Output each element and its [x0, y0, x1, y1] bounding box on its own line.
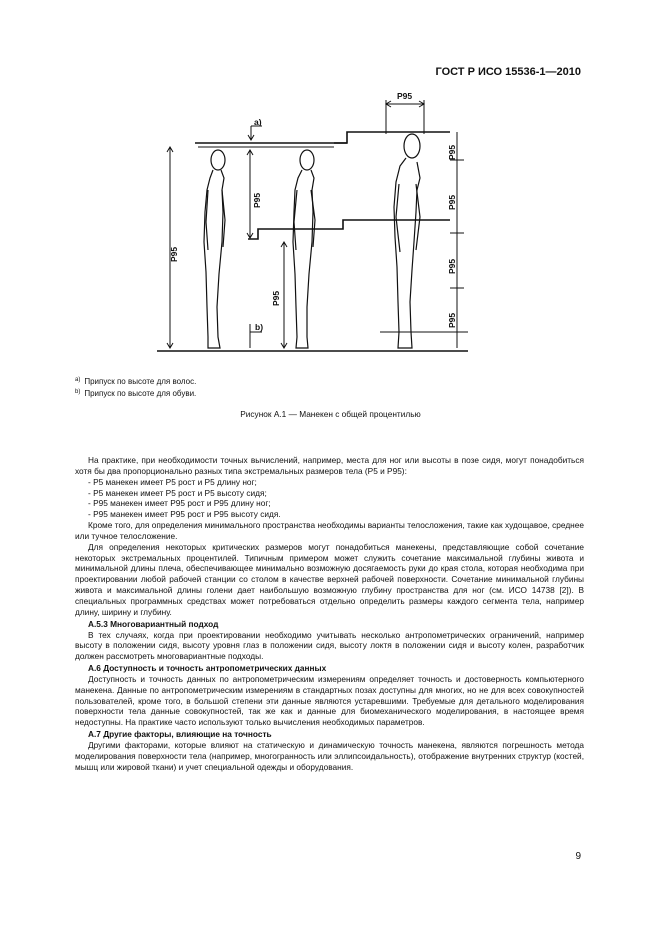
paragraph: Доступность и точность данных по антропометрическим измерениям определяет точность и достоверность компьютерного манекена. Данные по антропометрическим измерениям в стандартных позах доступны для многих, но не для всех совокупностей пользователей, кроме того, в большой степени эти данные являются устаревшими. Требуемые для детального моделирования поверхности тела данные совокупностей, так же как и данные для биомеханического моделирования, в настоящее время недоступны. На практике часто используют только вычисления необходимых параметров. [75, 673, 584, 728]
section-heading: А.6 Доступность и точность антропометрических данных [88, 663, 327, 674]
label-p95-torso: P95 [447, 194, 457, 210]
figure-caption: Рисунок А.1 — Манекен с общей процентилью [240, 409, 421, 419]
paragraph: На практике, при необходимости точных вычислений, например, места для ног или высоты в позе сидя, могут понадобиться хотя бы два пропорционально разных типа экстремальных размеров тела (P5 и P95): [75, 455, 584, 476]
list-item: - P5 манекен имеет P5 рост и P5 длину ног; [88, 476, 257, 487]
figure-footnotes [75, 375, 196, 399]
footnote: $^{b)}$ Припуск по высоте для обуви. [75, 389, 197, 398]
label-p95-thigh: P95 [447, 258, 457, 274]
document-header: ГОСТ Р ИСО 15536-1—2010 [435, 66, 581, 78]
label-p95-leg: P95 [447, 312, 457, 328]
paragraph: Кроме того, для определения минимального пространства необходимы варианты телосложения, такие как худощавое, среднее или тучное телосложение. [75, 520, 584, 541]
label-p95-total: P95 [169, 246, 179, 262]
label-b: b) [255, 322, 264, 332]
label-p95-head: P95 [447, 144, 457, 160]
paragraph: В тех случаях, когда при проектировании необходимо учитывать несколько антропометрических ограничений, например высоту в положении сидя, высоту уровня глаз в положении сидя, высоту локтя в положении сидя и высоту колен, разработчик должен рассмотреть многовариантные подходы. [75, 629, 584, 662]
mannequin-figure [150, 92, 490, 360]
label-p95-upper: P95 [252, 192, 262, 208]
paragraph: Для определения некоторых критических размеров могут понадобиться манекены, представляющие собой сочетание некоторых экстремальных процентилей. Типичным примером может служить сочетание максимальной глубины живота и минимальной длины плеча, обеспечивающее минимально возможную досягаемость руки до края стола, которая необходима при проектировании любой рабочей станции со столом в качестве верхней рабочей поверхности. Сочетание минимальной глубины живота и максимальной длины голени дает наибольшую возможную глубину пространства для ног (см. ИСО 14738 [2]). В специальных программных средствах может потребоваться отдельно определить размеры каждого сегмента тела, например длину, ширину и глубину. [75, 541, 584, 617]
paragraph: Другими факторами, которые влияют на статическую и динамическую точность манекена, являются погрешность метода моделирования поверхности тела (например, многогранность или эллипсоидальность), отображение внутренних структур (костей, мышц или жировой ткани) и учет специальной одежды и оборудования. [75, 739, 584, 772]
footnote: $^{a)}$ Припуск по высоте для волос. [75, 377, 197, 386]
section-heading: А.7 Другие факторы, влияющие на точность [88, 729, 272, 740]
list-item: - P95 манекен имеет P95 рост и P95 длину ног; [88, 498, 271, 509]
step-line-top [334, 132, 450, 143]
page-number: 9 [575, 851, 581, 862]
list-item: - P5 манекен имеет P5 рост и P5 высоту сидя; [88, 487, 267, 498]
label-p95-lower: P95 [271, 290, 281, 306]
mannequin-3 [394, 134, 420, 348]
body-text [75, 455, 584, 772]
list-item: - P95 манекен имеет P95 рост и P95 высоту сидя. [88, 509, 281, 520]
mannequin-1 [204, 150, 225, 348]
mannequin-2 [293, 150, 315, 348]
section-heading: А.5.3 Многовариантный подход [88, 618, 219, 629]
label-p95-width: P95 [397, 92, 413, 101]
label-a: a) [254, 117, 262, 127]
